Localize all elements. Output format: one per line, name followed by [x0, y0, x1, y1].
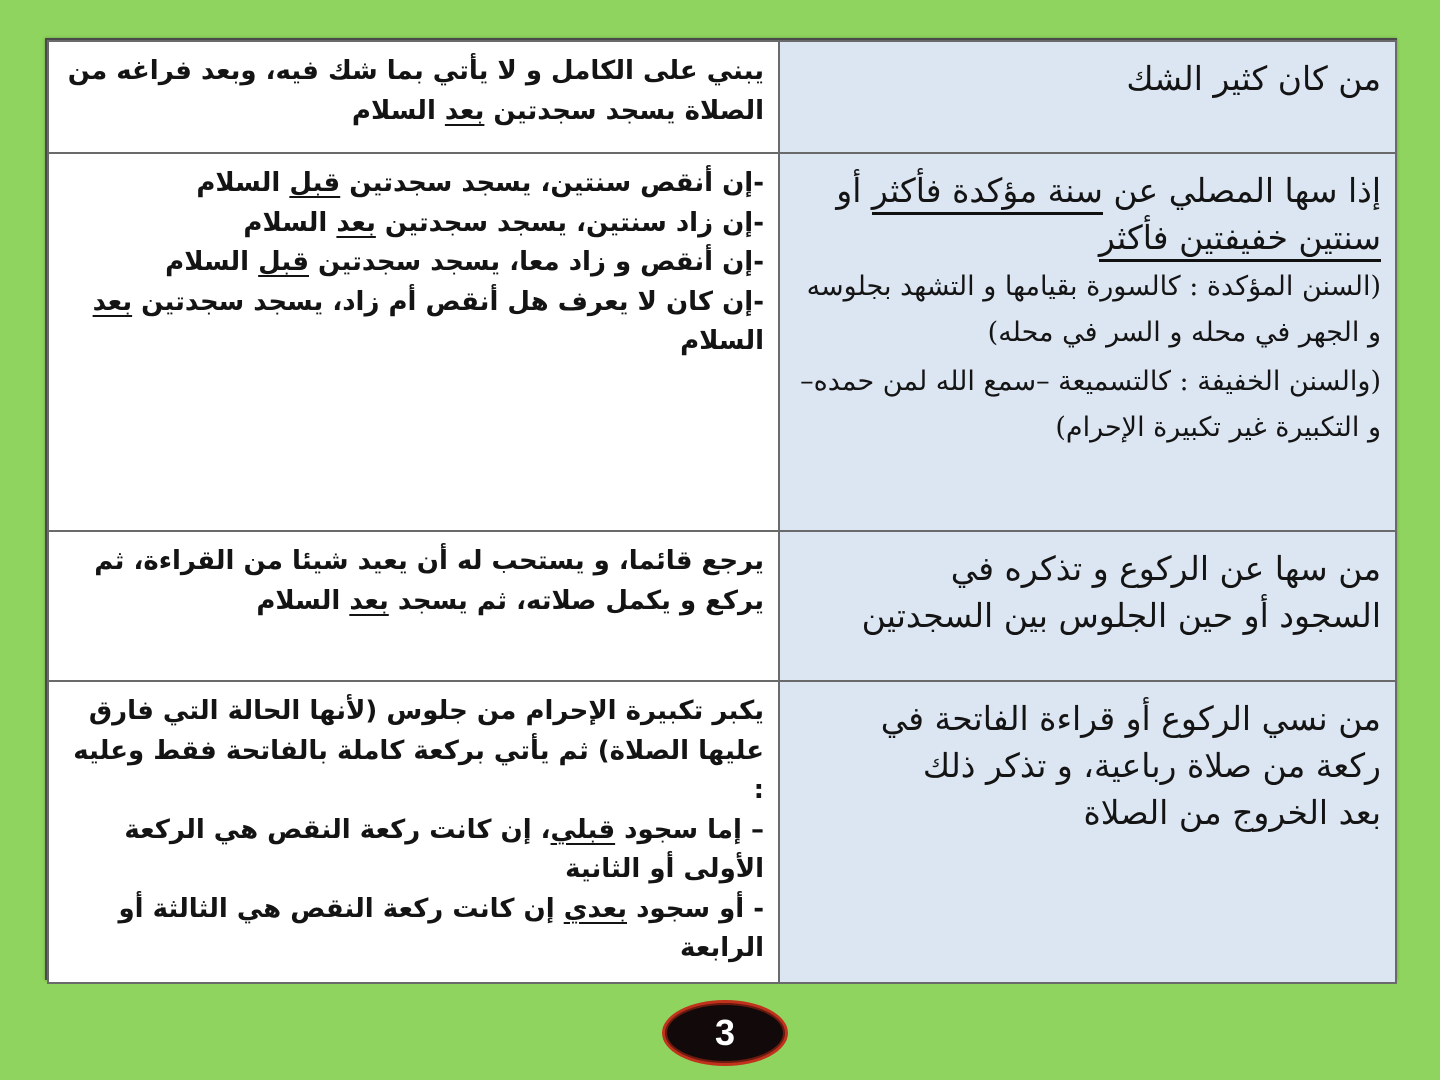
rule-text-end: السلام	[256, 585, 350, 616]
rule-item: -إن كان لا يعرف هل أنقص أم زاد، يسجد سجدتين بعد السلام	[92, 286, 764, 357]
rule-emphasis: قبلي	[550, 814, 616, 845]
rule-cell	[48, 41, 779, 153]
rule-text: يرجع قائما، و يستحب له أن يعيد شيئا من القراءة، ثم يركع و يكمل صلاته، ثم يسجد	[94, 546, 764, 616]
rule-cell	[48, 153, 779, 531]
condition-line: بعد الخروج من الصلاة	[1083, 792, 1381, 832]
rule-intro: يكبر تكبيرة الإحرام من جلوس (لأنها الحالة التي فارق عليها الصلاة) ثم يأتي بركعة كاملة بالفاتحة فقط وعليه :	[73, 696, 764, 806]
rule-option: – إما سجود قبلي، إن كانت ركعة النقص هي الركعة الأولى أو الثانية	[124, 814, 764, 885]
page-number-badge	[662, 1000, 788, 1066]
sujud-sahw-table	[47, 40, 1397, 984]
page-number: 3	[714, 1012, 736, 1053]
condition-cell	[779, 41, 1396, 153]
rule-text-end: السلام	[351, 95, 445, 126]
condition-cell	[779, 153, 1396, 531]
rule-emphasis: قبل	[258, 247, 309, 278]
rule-emphasis: بعدي	[563, 893, 628, 924]
condition-line: السجود أو حين الجلوس بين السجدتين	[861, 595, 1381, 635]
table-row	[48, 531, 1396, 681]
rule-item: -إن أنقص و زاد معا، يسجد سجدتين قبل السلام	[165, 247, 764, 278]
condition-text-end: أو	[836, 171, 872, 210]
sunan-muakkada-note: (السنن المؤكدة : كالسورة بقيامها و التشهد بجلوسه و الجهر في محله و السر في محله)	[806, 270, 1381, 349]
sunan-khafifa-note: (والسنن الخفيفة : كالتسميعة –سمع الله لمن حمده– و التكبيرة غير تكبيرة الإحرام)	[800, 365, 1381, 444]
rule-emphasis: بعد	[349, 585, 389, 616]
condition-line	[794, 168, 1381, 215]
rule-emphasis: قبل	[289, 168, 341, 198]
rule-item: -إن زاد سنتين، يسجد سجدتين بعد السلام	[243, 207, 764, 238]
table-row	[48, 681, 1396, 983]
condition-text: إذا سها المصلي عن	[1102, 171, 1381, 210]
rule-item: -إن أنقص سنتين، يسجد سجدتين قبل السلام	[196, 168, 764, 198]
rule-emphasis: بعد	[336, 207, 376, 238]
condition-cell	[779, 681, 1396, 983]
condition-underlined: سنة مؤكدة فأكثر	[872, 171, 1103, 215]
condition-cell	[779, 531, 1396, 681]
condition-line: ركعة من صلاة رباعية، و تذكر ذلك	[922, 745, 1381, 785]
rule-text: يبني على الكامل و لا يأتي بما شك فيه، وبعد فراغه من الصلاة يسجد سجدتين	[67, 56, 764, 126]
rule-emphasis: بعد	[444, 95, 485, 126]
table-row	[48, 153, 1396, 531]
rule-cell	[48, 531, 779, 681]
condition-text: من كان كثير الشك	[1126, 59, 1381, 98]
condition-line: من سها عن الركوع و تذكره في	[950, 549, 1381, 588]
rule-emphasis: بعد	[92, 286, 133, 317]
condition-line	[794, 215, 1381, 262]
condition-line: من نسي الركوع أو قراءة الفاتحة في	[880, 699, 1381, 738]
rules-table-sheet	[45, 38, 1397, 980]
rule-option: - أو سجود بعدي إن كانت ركعة النقص هي الثالثة أو الرابعة	[118, 893, 764, 964]
rule-cell	[48, 681, 779, 983]
condition-underlined: سنتين خفيفتين فأكثر	[1099, 218, 1381, 262]
table-row	[48, 41, 1396, 153]
